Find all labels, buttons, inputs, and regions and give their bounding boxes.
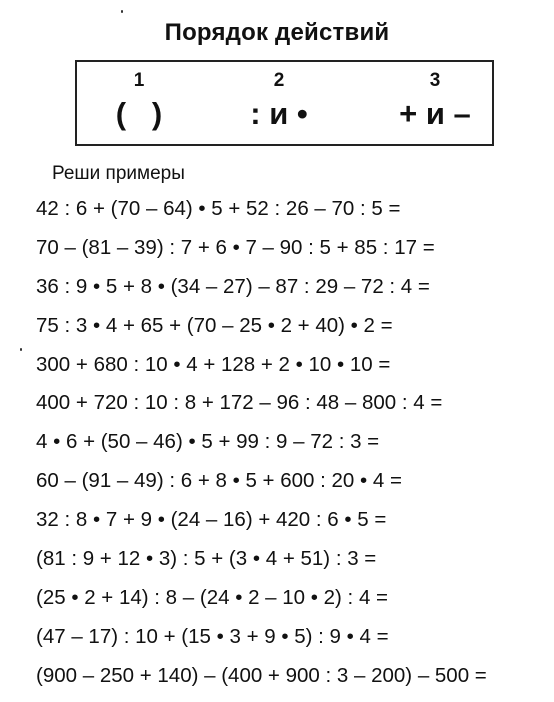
example-expression: (25 • 2 + 14) : 8 – (24 • 2 – 10 • 2) : 4 = bbox=[36, 585, 389, 609]
step-1 bbox=[97, 62, 181, 144]
print-speck bbox=[20, 348, 22, 351]
example-expression: 60 – (91 – 49) : 6 + 8 • 5 + 600 : 20 • 4 = bbox=[36, 469, 402, 493]
examples-list bbox=[36, 196, 546, 702]
example-expression: 300 + 680 : 10 • 4 + 128 + 2 • 10 • 10 = bbox=[36, 352, 391, 376]
example-expression: (81 : 9 + 12 • 3) : 5 + (3 • 4 + 51) : 3 = bbox=[36, 547, 377, 571]
example-expression: 42 : 6 + (70 – 64) • 5 + 52 : 26 – 70 : 5 = bbox=[36, 197, 401, 220]
example-expression: 400 + 720 : 10 : 8 + 172 – 96 : 48 – 800 : 4 = bbox=[36, 391, 443, 415]
instruction: Реши примеры bbox=[52, 163, 185, 184]
example-expression: 75 : 3 • 4 + 65 + (70 – 25 • 2 + 40) • 2 = bbox=[36, 313, 393, 337]
order-of-operations-table bbox=[75, 60, 494, 146]
worksheet-title: Порядок действий bbox=[164, 19, 390, 46]
step-number: 3 bbox=[429, 70, 441, 91]
step-number: 2 bbox=[273, 70, 285, 91]
step-operations: + и – bbox=[399, 96, 471, 131]
step-2 bbox=[239, 62, 319, 144]
example-expression: 70 – (81 – 39) : 7 + 6 • 7 – 90 : 5 + 85 : 17 = bbox=[36, 235, 435, 259]
step-number: 1 bbox=[133, 70, 145, 91]
step-3 bbox=[385, 62, 485, 144]
example-expression: (47 – 17) : 10 + (15 • 3 + 9 • 5) : 9 • 4 = bbox=[36, 624, 389, 648]
print-speck bbox=[121, 10, 123, 13]
example-expression: 4 • 6 + (50 – 46) • 5 + 99 : 9 – 72 : 3 = bbox=[36, 430, 380, 454]
example-expression: 36 : 9 • 5 + 8 • (34 – 27) – 87 : 29 – 72 : 4 = bbox=[36, 274, 430, 298]
example-expression: 32 : 8 • 7 + 9 • (24 – 16) + 420 : 6 • 5 = bbox=[36, 508, 387, 532]
step-operations: : и • bbox=[250, 96, 308, 131]
step-operations: ( ) bbox=[115, 96, 163, 131]
example-expression: (900 – 250 + 140) – (400 + 900 : 3 – 200) – 500 = bbox=[36, 663, 487, 687]
